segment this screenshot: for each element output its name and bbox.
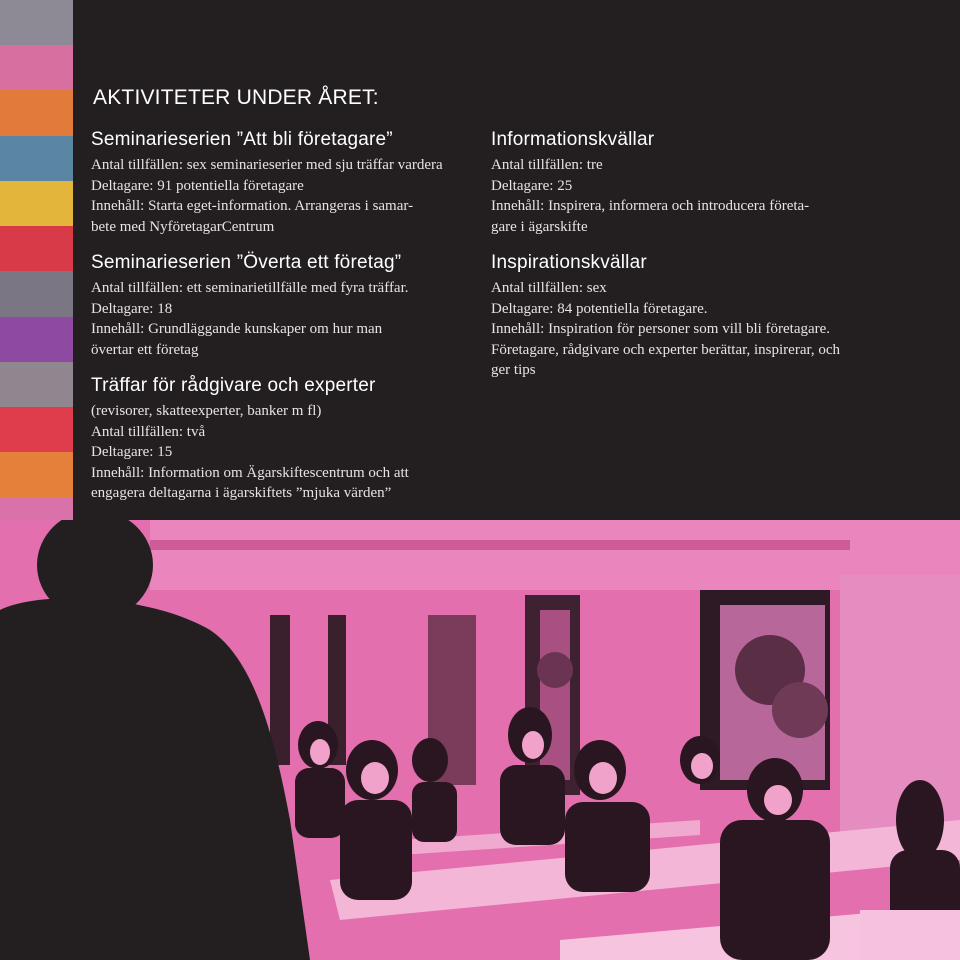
activity-title: Träffar för rådgivare och experter [91, 375, 376, 396]
activity-line: övertar ett företag [91, 341, 199, 358]
activity-line: engagera deltagarna i ägarskiftets ”mjuka värden” [91, 485, 392, 501]
activity-line: Antal tillfällen: sex seminarieserier med sju träffar vardera [91, 157, 443, 173]
activity-line: Deltagare: 18 [91, 300, 173, 317]
activity-line: Antal tillfällen: två [91, 423, 206, 440]
seminar-photo [0, 520, 960, 960]
left-column [91, 128, 501, 518]
color-stripe-band [0, 45, 73, 91]
color-stripe-band [0, 226, 73, 272]
color-stripe-band [0, 0, 73, 46]
activity-line: Deltagare: 91 potentiella företagare [91, 177, 304, 194]
seminar-photo-illustration [0, 520, 960, 960]
activity-line: Innehåll: Grundläggande kunskaper om hur man [91, 321, 383, 337]
activity-line: Antal tillfällen: sex [491, 280, 607, 296]
color-stripe-band [0, 90, 73, 136]
activity-line: Innehåll: Inspirera, informera och introducera företa- [491, 198, 810, 214]
activities-panel [73, 0, 960, 520]
activity-line: Deltagare: 84 potentiella företagare. [491, 300, 708, 317]
page-heading: AKTIVITETER UNDER ÅRET: [93, 86, 379, 109]
color-stripe-band [0, 452, 73, 498]
color-stripe-band [0, 181, 73, 227]
activity-line: Innehåll: Information om Ägarskiftescentrum och att [91, 464, 409, 481]
activity-line: (revisorer, skatteexperter, banker m fl) [91, 403, 322, 419]
color-stripe [0, 0, 73, 520]
right-column [491, 128, 901, 395]
activity-line: Företagare, rådgivare och experter berättar, inspirerar, och [491, 341, 841, 358]
activity-line: Innehåll: Starta eget-information. Arrangeras i samar- [91, 198, 414, 214]
color-stripe-band [0, 362, 73, 408]
activity-line: Deltagare: 25 [491, 177, 573, 194]
activity-block [91, 374, 501, 504]
activity-line: bete med NyföretagarCentrum [91, 218, 275, 235]
activity-title: Informationskvällar [491, 129, 655, 150]
activity-line: Antal tillfällen: tre [491, 157, 603, 173]
activity-line: Innehåll: Inspiration för personer som vill bli företagare. [491, 321, 831, 337]
activity-block [491, 251, 901, 381]
activity-block [91, 251, 501, 360]
color-stripe-band [0, 407, 73, 453]
activity-title: Seminarieserien ”Att bli företagare” [91, 129, 393, 150]
color-stripe-band [0, 136, 73, 182]
activity-block [491, 128, 901, 237]
activity-line: Deltagare: 15 [91, 444, 173, 460]
activity-line: gare i ägarskifte [491, 218, 588, 235]
activity-title: Seminarieserien ”Överta ett företag” [91, 252, 402, 273]
activity-block [91, 128, 501, 237]
activity-title: Inspirationskvällar [491, 252, 647, 273]
color-stripe-band [0, 317, 73, 363]
activity-line: Antal tillfällen: ett seminarietillfälle med fyra träffar. [91, 280, 409, 296]
color-stripe-band [0, 271, 73, 317]
activity-line: ger tips [491, 362, 536, 378]
